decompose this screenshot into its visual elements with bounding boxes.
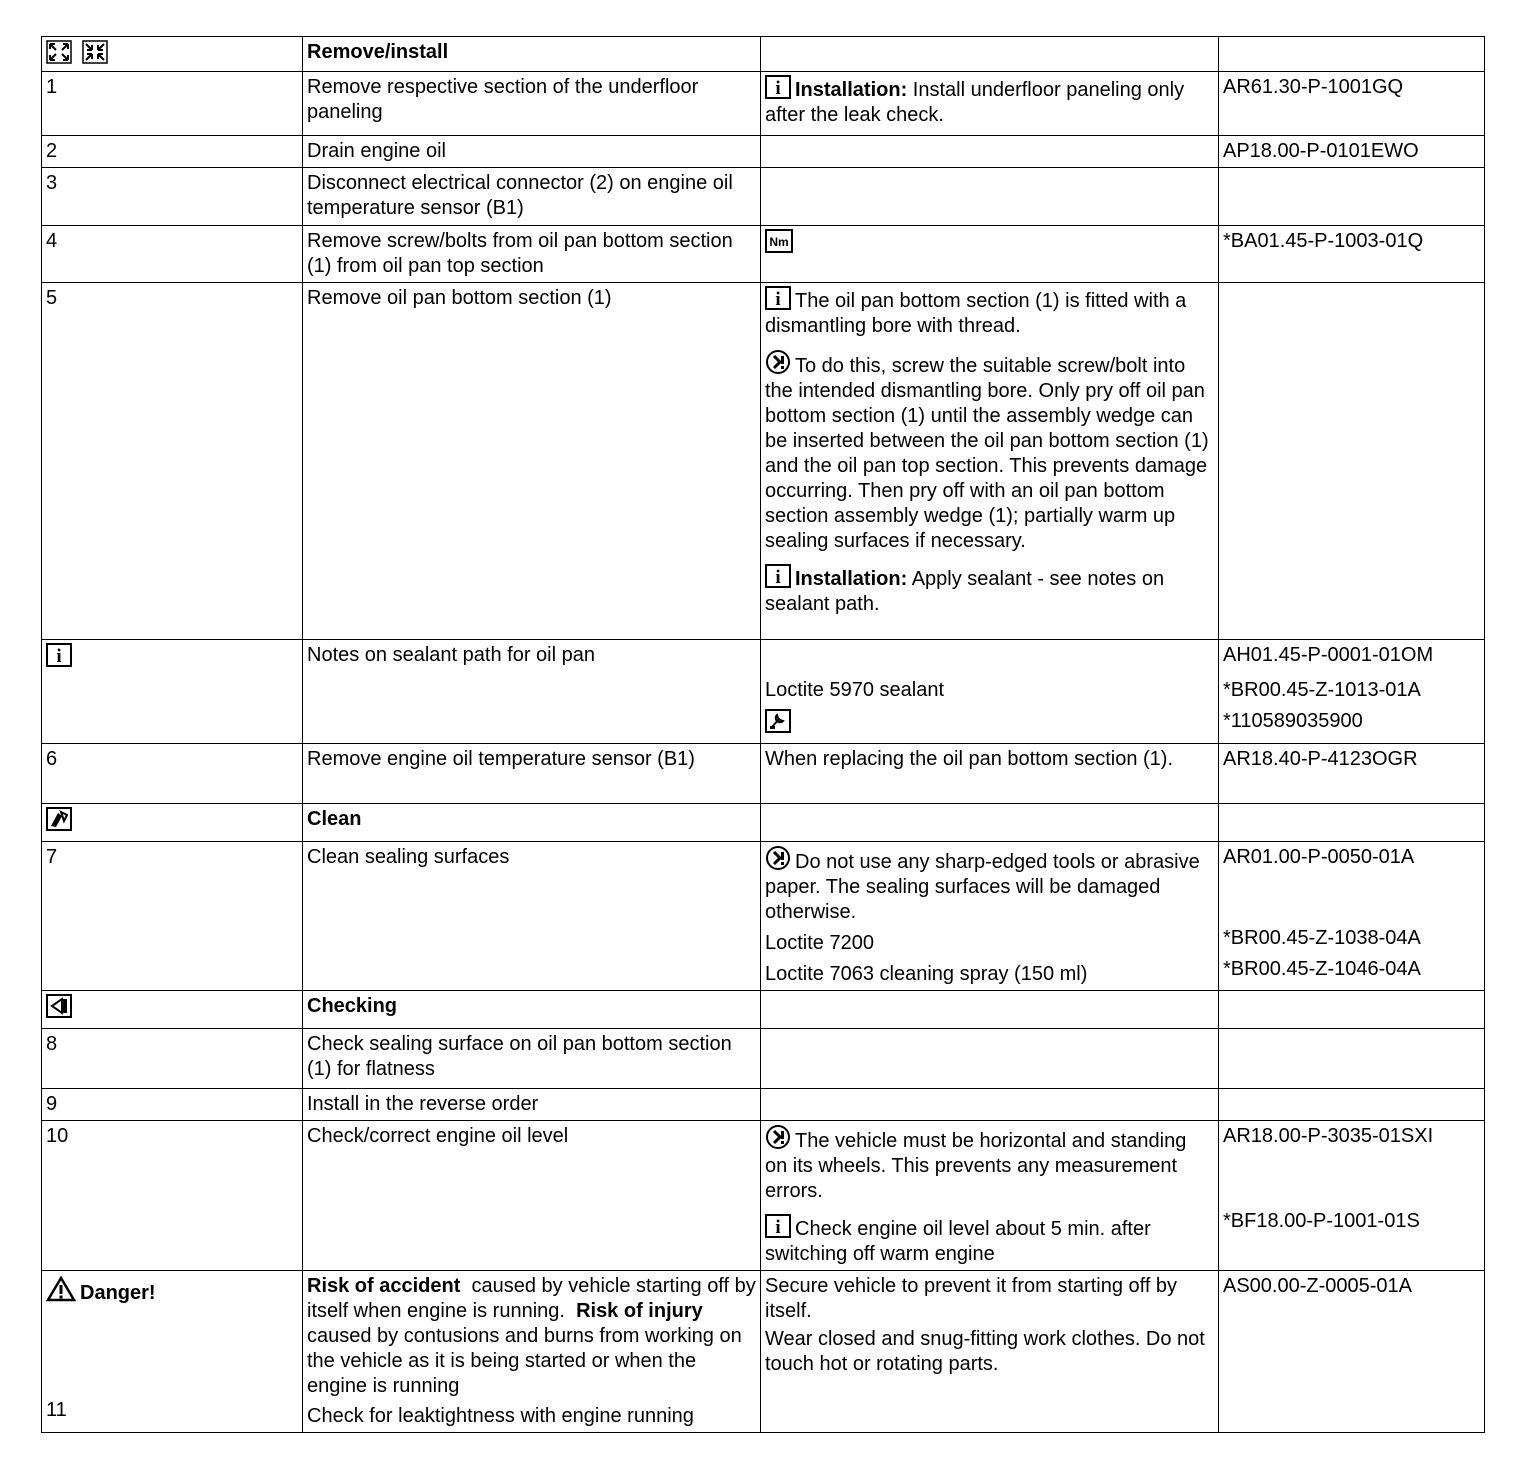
step-number: 9 bbox=[42, 1089, 303, 1121]
table-row bbox=[42, 1029, 1485, 1089]
table-row bbox=[42, 226, 1485, 283]
sub-step-reference: AH01.45-P-0001-01OM bbox=[1223, 644, 1434, 666]
material-reference: *BR00.45-Z-1038-04A bbox=[1223, 927, 1421, 949]
step-number: 2 bbox=[42, 136, 303, 168]
safety-action: Wear closed and snug-fitting work clothes. Do not touch hot or rotating parts. bbox=[765, 1328, 1205, 1375]
step-text: Remove oil pan bottom section (1) bbox=[303, 283, 761, 640]
svg-text:i: i bbox=[775, 289, 781, 310]
section-title-remove-install: Remove/install bbox=[303, 37, 761, 72]
step-number: 7 bbox=[42, 842, 303, 991]
step-number: 8 bbox=[42, 1029, 303, 1089]
table-row bbox=[42, 1121, 1485, 1271]
info-icon bbox=[765, 1214, 791, 1238]
step-text: Remove engine oil temperature sensor (B1) bbox=[303, 744, 761, 804]
step-text: Drain engine oil bbox=[303, 136, 761, 168]
material-text: Loctite 7063 cleaning spray (150 ml) bbox=[765, 963, 1088, 985]
step-number: 10 bbox=[42, 1121, 303, 1271]
step-note: Do not use any sharp-edged tools or abrasive paper. The sealing surfaces will be damaged otherwise. Loctite 7200 Loctite 7063 cleaning spray (150 ml) bbox=[761, 842, 1219, 991]
info-icon bbox=[765, 564, 791, 588]
step-text: Check/correct engine oil level bbox=[303, 1121, 761, 1271]
step-reference: AR61.30-P-1001GQ bbox=[1219, 72, 1485, 136]
warning-triangle-icon bbox=[46, 1276, 76, 1302]
table-row bbox=[42, 744, 1485, 804]
step-text: Install in the reverse order bbox=[303, 1089, 761, 1121]
info-icon bbox=[46, 643, 72, 667]
material-reference: *BR00.45-Z-1013-01A bbox=[1223, 679, 1421, 701]
section-row-clean bbox=[42, 804, 1485, 842]
step-number: 5 bbox=[42, 283, 303, 640]
material-reference: *BR00.45-Z-1046-04A bbox=[1223, 958, 1421, 980]
svg-text:i: i bbox=[775, 78, 781, 99]
section-row-checking bbox=[42, 991, 1485, 1029]
step-reference: AR18.00-P-3035-01SXI bbox=[1223, 1125, 1434, 1147]
section-icons bbox=[42, 37, 303, 72]
step-note: i Installation: Install underfloor paneling only after the leak check. bbox=[761, 72, 1219, 136]
svg-text:i: i bbox=[775, 567, 781, 588]
svg-text:Nm: Nm bbox=[769, 235, 789, 249]
step-number: 6 bbox=[42, 744, 303, 804]
step-number: 4 bbox=[42, 226, 303, 283]
step-text: Clean sealing surfaces bbox=[303, 842, 761, 991]
table-row bbox=[42, 136, 1485, 168]
sub-step-text: Notes on sealant path for oil pan bbox=[307, 644, 595, 666]
install-icon bbox=[82, 40, 108, 64]
info-icon bbox=[765, 286, 791, 310]
step-reference: *BF18.00-P-1001-01S bbox=[1223, 1210, 1420, 1232]
material-text: Loctite 7200 bbox=[765, 932, 874, 954]
info-icon bbox=[765, 75, 791, 99]
step-note: i The oil pan bottom section (1) is fitted with a dismantling bore with thread. To do this, screw the suitable screw/bolt into the intended dismantling bore. Only pry off oil pan bottom section (1) until the assembly wedge can be inserted between the oil pan bottom section (1) and the oil pan top section. This prevents damage occurring. Then pry off with an oil pan bottom section assembly wedge (1); partially warm up sealing surfaces if necessary. i Installation: Apply sealant - see notes on sealant path. bbox=[761, 283, 1219, 640]
table-row bbox=[42, 1271, 1485, 1433]
table-row bbox=[42, 842, 1485, 991]
table-row bbox=[42, 283, 1485, 640]
remove-icon bbox=[46, 40, 72, 64]
step-text: Disconnect electrical connector (2) on engine oil temperature sensor (B1) bbox=[303, 168, 761, 226]
step-reference: AR01.00-P-0050-01A bbox=[1223, 846, 1415, 868]
step-note: The vehicle must be horizontal and standing on its wheels. This prevents any measurement errors. i Check engine oil level about 5 min. after switching off warm engine bbox=[761, 1121, 1219, 1271]
step-note: When replacing the oil pan bottom section (1). bbox=[761, 744, 1219, 804]
step-text: Remove screw/bolts from oil pan bottom section (1) from oil pan top section bbox=[303, 226, 761, 283]
caution-icon bbox=[765, 845, 791, 871]
step-number: 3 bbox=[42, 168, 303, 226]
step-text: Remove respective section of the underfloor paneling bbox=[303, 72, 761, 136]
table-row bbox=[42, 640, 1485, 744]
clean-icon bbox=[46, 807, 72, 831]
svg-text:i: i bbox=[775, 1217, 781, 1238]
step-text: Check for leaktightness with engine running bbox=[307, 1405, 694, 1427]
step-text: Check sealing surface on oil pan bottom section (1) for flatness bbox=[303, 1029, 761, 1089]
procedure-table bbox=[41, 36, 1485, 1433]
torque-icon bbox=[765, 229, 793, 253]
section-title-checking: Checking bbox=[303, 991, 761, 1029]
svg-text:i: i bbox=[56, 646, 62, 667]
special-tool-icon bbox=[765, 709, 791, 733]
section-row-remove-install bbox=[42, 37, 1485, 72]
caution-icon bbox=[765, 349, 791, 375]
step-reference: AR18.40-P-4123OGR bbox=[1219, 744, 1485, 804]
safety-reference: AS00.00-Z-0005-01A bbox=[1219, 1271, 1485, 1433]
step-reference: AP18.00-P-0101EWO bbox=[1219, 136, 1485, 168]
table-row bbox=[42, 1089, 1485, 1121]
table-row bbox=[42, 72, 1485, 136]
table-row bbox=[42, 168, 1485, 226]
material-text: Loctite 5970 sealant bbox=[765, 679, 945, 701]
danger-label: Danger! bbox=[46, 1276, 298, 1306]
step-number: 11 bbox=[46, 1399, 67, 1421]
caution-icon bbox=[765, 1124, 791, 1150]
checking-icon bbox=[46, 994, 72, 1018]
step-number: 1 bbox=[42, 72, 303, 136]
tool-reference: *110589035900 bbox=[1223, 710, 1363, 732]
section-title-clean: Clean bbox=[303, 804, 761, 842]
danger-text: Risk of accident caused by vehicle starting off by itself when engine is running. Risk of injury caused by contusions and burns from working on the vehicle as it is being started or when the engine is running bbox=[307, 1275, 762, 1397]
safety-action: Secure vehicle to prevent it from starting off by itself. bbox=[765, 1275, 1178, 1322]
step-reference: *BA01.45-P-1003-01Q bbox=[1219, 226, 1485, 283]
